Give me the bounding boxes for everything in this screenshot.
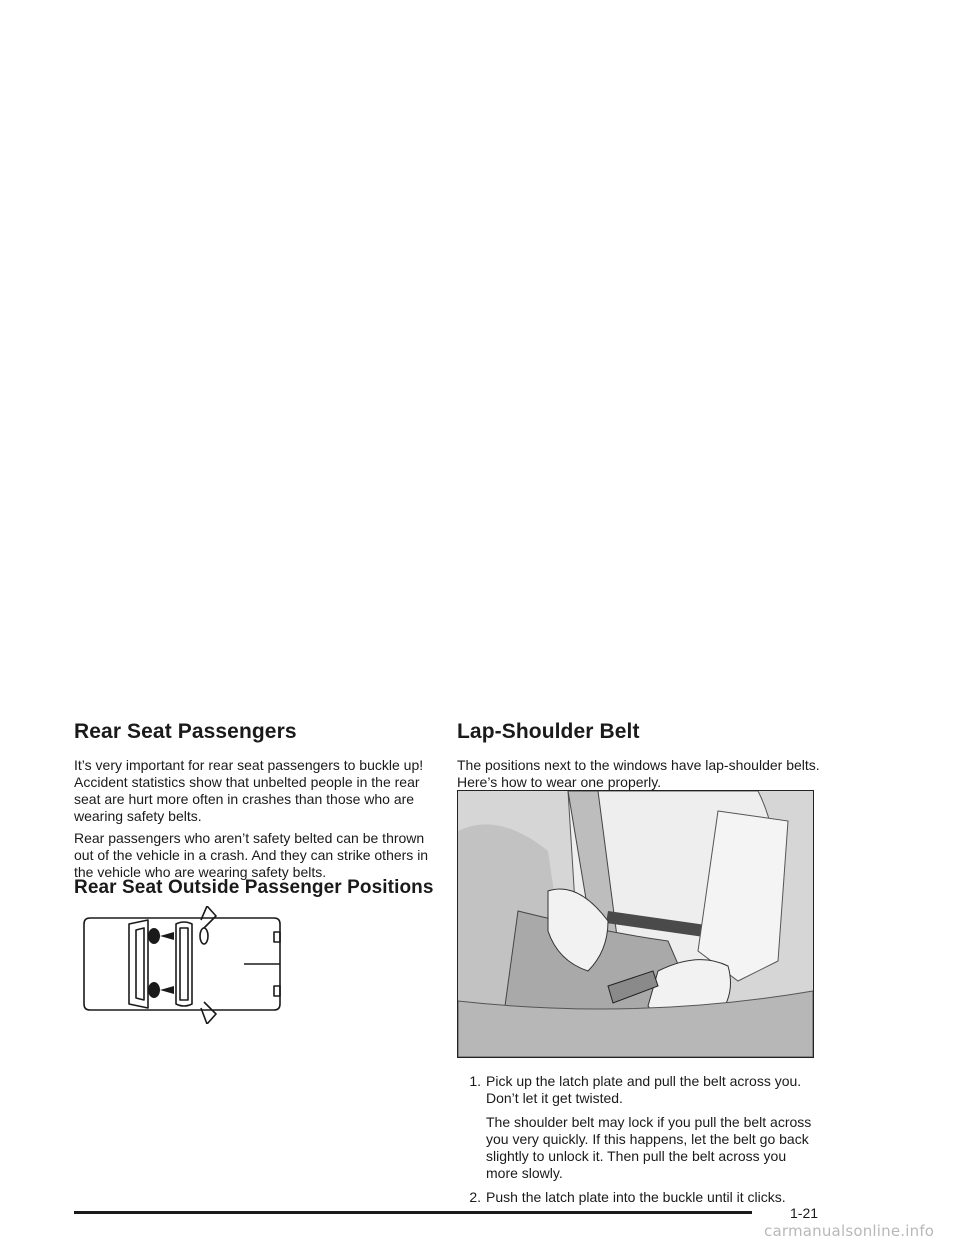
watermark: carmanualsonline.info (764, 1222, 935, 1240)
step-1 (457, 1073, 821, 1107)
paragraph-rear-seat-risk: Rear passengers who aren’t safety belted can be thrown out of the vehicle in a crash. And they can strike others in the vehicle who are wearing safety belts. (74, 830, 429, 880)
section-title-outside-positions: Rear Seat Outside Passenger Positions (74, 877, 434, 898)
step-text: Push the latch plate into the buckle until it clicks. (486, 1189, 786, 1205)
footer-rule (74, 1211, 752, 1214)
page-number: 1-21 (790, 1205, 819, 1221)
step-text: Pick up the latch plate and pull the belt across you. Don’t let it get twisted. (486, 1073, 802, 1106)
step-2 (457, 1189, 821, 1206)
vehicle-seating-diagram (74, 906, 286, 1024)
lap-shoulder-belt-illustration (457, 790, 814, 1058)
section-title-lap-shoulder-belt: Lap-Shoulder Belt (457, 720, 640, 743)
step-1-note: The shoulder belt may lock if you pull the belt across you very quickly. If this happens, let the belt go back slightly to unlock it. Then pull the belt across you more slowly. (486, 1114, 812, 1181)
section-title-rear-seat-passengers: Rear Seat Passengers (74, 720, 297, 743)
paragraph-lap-shoulder-intro: The positions next to the windows have lap-shoulder belts. Here’s how to wear one properly. (457, 757, 820, 790)
step-number: 2. (469, 1189, 481, 1205)
steps-list (457, 1073, 821, 1206)
paragraph-rear-seat-importance: It’s very important for rear seat passengers to buckle up! Accident statistics show that unbelted people in the rear seat are hurt more often in crashes than those who are wearing safety belts. (74, 757, 424, 824)
belt-drawing (458, 791, 813, 1057)
step-number: 1. (469, 1073, 481, 1089)
